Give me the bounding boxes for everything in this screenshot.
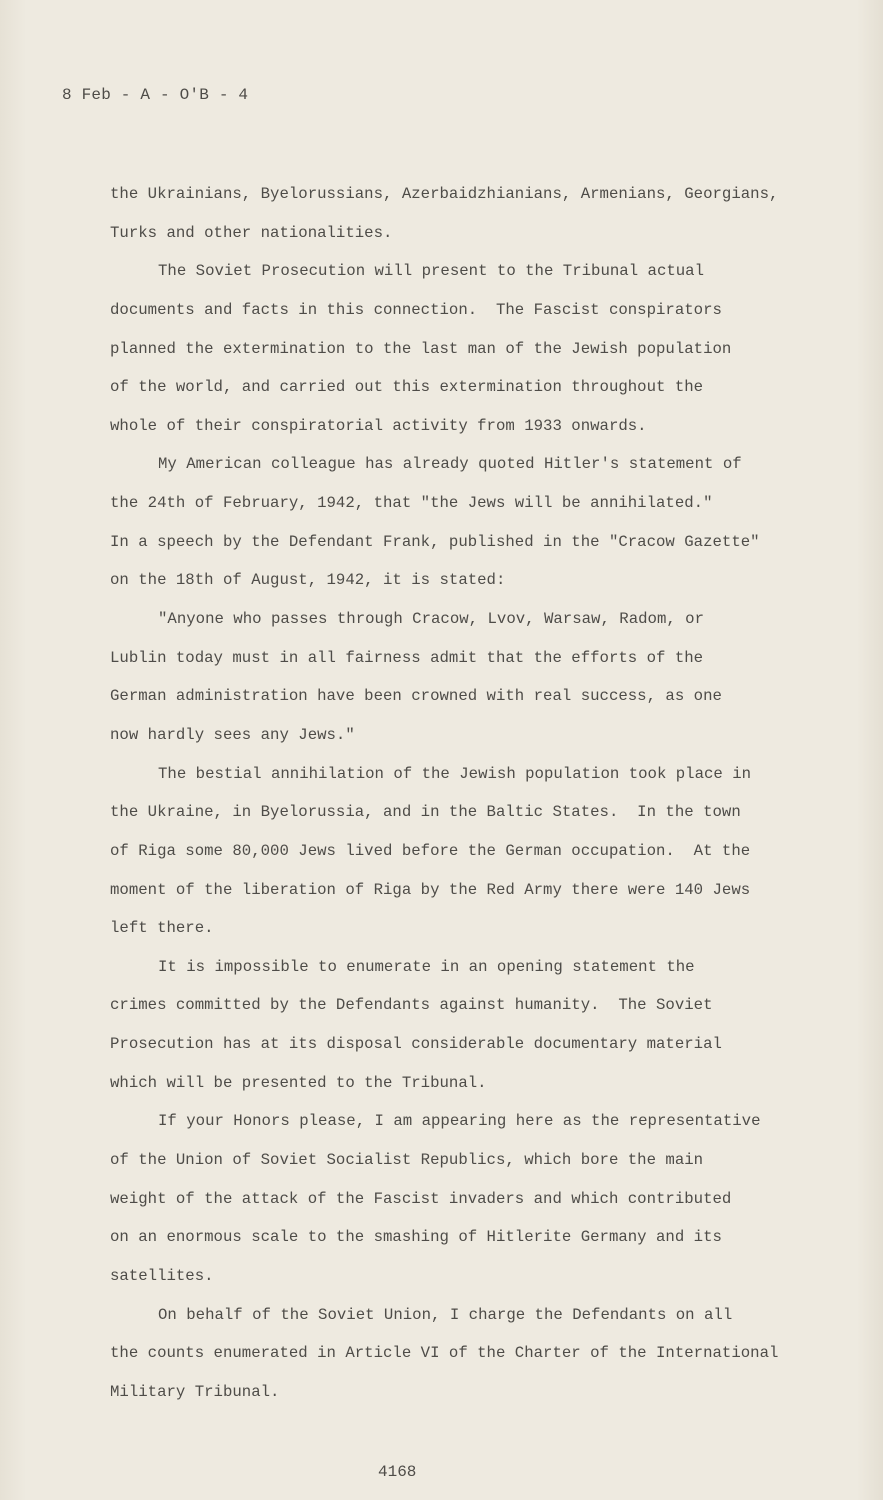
text-line: on an enormous scale to the smashing of Hitlerite Germany and its: [110, 1228, 722, 1247]
text-line: of the world, and carried out this extermination throughout the: [110, 378, 704, 397]
document-body: [110, 175, 778, 1412]
text-line: of the Union of Soviet Socialist Republics, which bore the main: [110, 1151, 704, 1170]
text-line: My American colleague has already quoted Hitler's statement of: [158, 455, 742, 474]
text-line: whole of their conspiratorial activity from 1933 onwards.: [110, 416, 647, 435]
text-line: planned the extermination to the last man of the Jewish population: [110, 339, 732, 358]
text-line: left there.: [110, 919, 214, 938]
page-header: 8 Feb - A - O'B - 4: [62, 86, 249, 104]
page-number: 4168: [378, 1463, 417, 1481]
text-line: The bestial annihilation of the Jewish population took place in: [158, 764, 752, 783]
text-line: Lublin today must in all fairness admit that the efforts of the: [110, 648, 704, 667]
text-line: Prosecution has at its disposal considerable documentary material: [110, 1035, 722, 1054]
text-line: Turks and other nationalities.: [110, 223, 393, 242]
text-line: satellites.: [110, 1266, 214, 1285]
text-line: documents and facts in this connection. The Fascist conspirators: [110, 300, 722, 319]
text-line: In a speech by the Defendant Frank, published in the "Cracow Gazette": [110, 532, 760, 551]
text-line: weight of the attack of the Fascist invaders and which contributed: [110, 1189, 732, 1208]
text-line: on the 18th of August, 1942, it is stated:: [110, 571, 506, 590]
text-line: the 24th of February, 1942, that "the Jews will be annihilated.": [110, 494, 713, 513]
text-line: the counts enumerated in Article VI of the Charter of the International: [110, 1344, 779, 1363]
text-line: On behalf of the Soviet Union, I charge the Defendants on all: [158, 1305, 733, 1324]
text-line: the Ukraine, in Byelorussia, and in the Baltic States. In the town: [110, 803, 741, 822]
text-line: German administration have been crowned with real success, as one: [110, 687, 722, 706]
text-line: now hardly sees any Jews.": [110, 725, 355, 744]
text-line: which will be presented to the Tribunal.: [110, 1073, 487, 1092]
text-line: moment of the liberation of Riga by the Red Army there were 140 Jews: [110, 880, 751, 899]
text-line: "Anyone who passes through Cracow, Lvov, Warsaw, Radom, or: [158, 610, 705, 629]
text-line: of Riga some 80,000 Jews lived before the German occupation. At the: [110, 841, 751, 860]
text-line: the Ukrainians, Byelorussians, Azerbaidzhianians, Armenians, Georgians,: [110, 185, 779, 203]
text-line: The Soviet Prosecution will present to the Tribunal actual: [158, 262, 705, 281]
text-line: crimes committed by the Defendants against humanity. The Soviet: [110, 996, 713, 1015]
text-line: It is impossible to enumerate in an opening statement the: [158, 957, 695, 976]
text-line: Military Tribunal.: [110, 1382, 280, 1401]
text-line: If your Honors please, I am appearing here as the representative: [158, 1112, 761, 1131]
